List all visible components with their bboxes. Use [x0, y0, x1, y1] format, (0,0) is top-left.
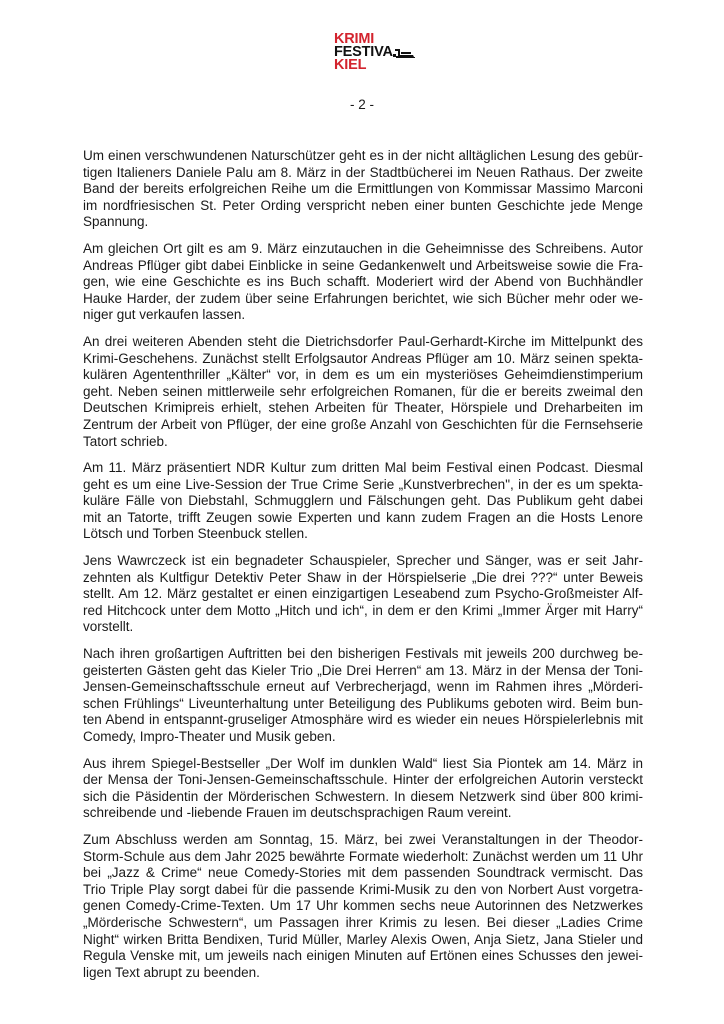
text-line: geht. Neben seinen mittlerweile sehr erfolgreichen Romanen, für die er bereits zweimal den — [83, 383, 643, 399]
text-line: Am gleichen Ort gilt es am 9. März einzutauchen in die Geheimnisse des Schreibens. Autor — [83, 240, 643, 256]
text-line: Jensen-Gemeinschaftsschule erneut auf Verbrecherjagd, wenn im Rahmen ihres „Mörderi- — [83, 679, 643, 695]
text-line: stellt. Am 12. März gestaltet er einen einzigartigen Leseabend zum Psycho-Großmeister Alf- — [83, 586, 643, 602]
text-line: Krimi-Geschehens. Zunächst stellt Erfolgsautor Andreas Pflüger am 10. März seinen spekta- — [83, 350, 643, 366]
text-line: „Mörderische Schwestern“, um Passagen ihrer Krimis zu lesen. Bei dieser „Ladies Crime — [83, 914, 643, 930]
text-line: Zentrum der Arbeit von Pflüger, der eine große Anzahl von Geschichten für die Fernsehserie — [83, 416, 643, 432]
text-line: genen Comedy-Crime-Texten. Um 17 Uhr kommen sechs neue Autorinnen des Netzwerkes — [83, 898, 643, 914]
text-line: zehnten als Kultfigur Detektiv Peter Shaw in der Hörspielserie „Die drei ???“ unter Beweis — [83, 569, 643, 585]
text-line: mit an Tatorte, trifft Zeugen sowie Experten und kann zudem Fragen an die Hosts Lenore — [83, 509, 643, 525]
text-line: Spannung. — [83, 214, 149, 230]
text-line: ten Abend in entspannt-gruseliger Atmosphäre wird es wieder ein neues Hörspielerlebnis mit — [83, 712, 643, 728]
text-line: geht es um eine Live-Session der True Crime Serie „Kunstverbrechen", in der es um spekta- — [83, 476, 643, 492]
text-line: Band der bereits erfolgreichen Reihe um die Ermittlungen von Kommissar Massimo Marconi — [83, 181, 643, 197]
krimifestival-kiel-logo — [334, 33, 424, 72]
text-line: Zum Abschluss werden am Sonntag, 15. März, bei zwei Veranstaltungen in der Theodor- — [83, 831, 643, 847]
text-line: Regula Venske mit, um jeweils nach einigen Minuten auf Ertönen eines Schusses den jewei- — [83, 948, 643, 964]
page-number: - 2 - — [349, 97, 374, 112]
paragraph-pflueger-schreiben — [83, 241, 643, 324]
text-line: Tatort schrieb. — [83, 433, 168, 449]
text-line: Aus ihrem Spiegel-Bestseller „Der Wolf im dunklen Wald“ liest Sia Piontek am 14. März in — [83, 755, 643, 771]
paragraph-wawrczeck — [83, 553, 643, 636]
paragraph-paul-gerhardt-kirche — [83, 334, 643, 450]
text-line: vorstellt. — [83, 619, 134, 635]
text-line: kuläre Fälle von Diebstahl, Schmugglern und Fälschungen geht. Das Publikum geht dabei — [83, 493, 643, 509]
text-line: Deutschen Krimipreis erhielt, stehen Arbeiten für Theater, Hörspiele und Dreharbeiten im — [83, 400, 643, 416]
text-line: Hauke Harder, der zudem über seine Erfahrungen berichtet, wie sich Bücher mehr oder we- — [83, 290, 643, 306]
logo-festival-text: FESTIVA — [334, 44, 393, 60]
text-line: red Hitchcock unter dem Motto „Hitch und ich“, in dem er den Krimi „Immer Ärger mit Harry“ — [83, 602, 643, 618]
gun-icon — [393, 48, 415, 59]
text-line: kulären Agententhriller „Kälter“ vor, in dem es um ein mysteriöses Geheimdienstimperium — [83, 367, 643, 383]
paragraph-sia-piontek — [83, 756, 643, 822]
logo-line-krimi: KRIMI — [334, 31, 375, 47]
text-line: schen Frühlings“ Liveunterhaltung unter Beteiligung des Publikums geboten wird. Beim bun- — [83, 695, 643, 711]
text-line: im nordfriesischen St. Peter Ording verspricht neben einer bunten Geschichte jede Menge — [83, 197, 643, 213]
text-line: ligen Text abrupt zu beenden. — [83, 964, 260, 980]
text-line: Jens Wawrczeck ist ein begnadeter Schauspieler, Sprecher und Sänger, was er seit Jahr- — [83, 553, 643, 569]
paragraph-ndr-podcast — [83, 460, 643, 543]
text-line: Trio Triple Play sorgt dabei für die passende Krimi-Musik zu den von Norbert Aust vorgetra- — [83, 881, 643, 897]
paragraph-abschluss — [83, 832, 643, 981]
text-line: bei „Jazz & Crime“ neue Comedy-Stories mit dem passenden Soundtrack vermischt. Das — [83, 865, 643, 881]
text-line: Am 11. März präsentiert NDR Kultur zum dritten Mal beim Festival einen Podcast. Diesmal — [83, 460, 643, 476]
text-line: sich die Päsidentin der Mörderischen Schwestern. In diesem Netzwerk sind über 800 krimi- — [83, 788, 643, 804]
document-body — [83, 148, 643, 991]
text-line: Um einen verschwundenen Naturschützer geht es in der nicht alltäglichen Lesung des gebür- — [83, 148, 643, 163]
paragraph-drei-herren — [83, 646, 643, 746]
logo-line-kiel: KIEL — [334, 57, 367, 73]
text-line: Nach ihren großartigen Auftritten bei den bisherigen Festivals mit jeweils 200 durchweg be- — [83, 646, 643, 662]
text-line: niger gut verkaufen lassen. — [83, 307, 246, 323]
text-line: schreibende und -liebende Frauen im deutschsprachigen Raum vereint. — [83, 805, 512, 821]
text-line: Storm-Schule aus dem Jahr 2025 bewährte Formate wiederholt: Zunächst werden um 11 Uhr — [83, 848, 643, 864]
text-line: Lötsch und Torben Steenbuck stellen. — [83, 526, 308, 542]
text-line: Night“ wirken Britta Bendixen, Turid Müller, Marley Alexis Owen, Anja Sietz, Jana Stieler und — [83, 931, 643, 947]
text-line: An drei weiteren Abenden steht die Dietrichsdorfer Paul-Gerhardt-Kirche im Mittelpunkt des — [83, 333, 643, 349]
text-line: Comedy, Impro-Theater und Musik geben. — [83, 729, 336, 744]
text-line: geisterten Gästen geht das Kieler Trio „Die Drei Herren“ am 13. März in der Mensa der Toni- — [83, 662, 643, 678]
text-line: Andreas Pflüger gibt dabei Einblicke in seine Gedankenwelt und Arbeitsweise sowie die Fra- — [83, 257, 643, 273]
paragraph-palu — [83, 148, 643, 231]
text-line: tigen Italieners Daniele Palu am 8. März in der Stadtbücherei im Neuen Rathaus. Der zweite — [83, 164, 643, 180]
text-line: der Mensa der Toni-Jensen-Gemeinschaftsschule. Hinter der erfolgreichen Autorin versteckt — [83, 772, 643, 788]
text-line: gen, wie eine Geschichte es ins Buch schafft. Moderiert wird der Abend von Buchhändler — [83, 274, 643, 290]
